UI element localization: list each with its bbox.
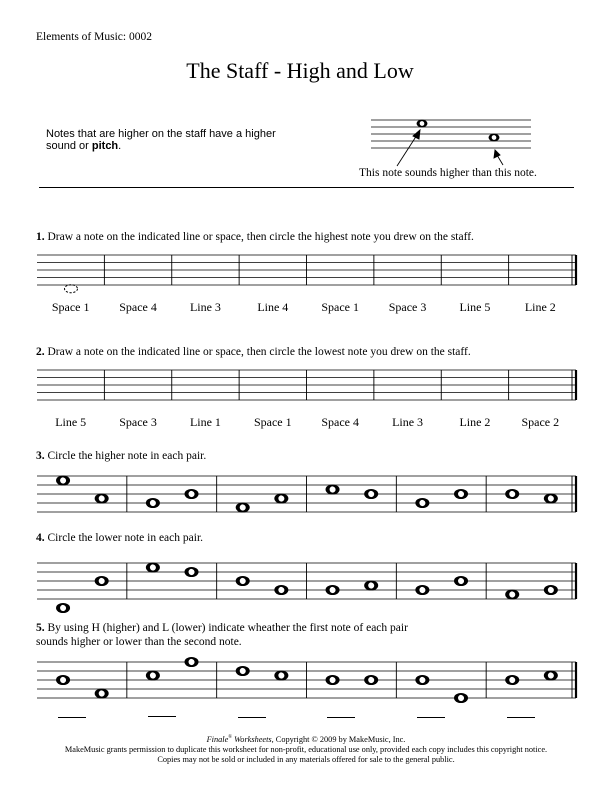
note-second bbox=[184, 657, 198, 667]
staff-position-label: Space 3 bbox=[388, 300, 427, 314]
note-first bbox=[236, 666, 250, 676]
question-number: 1. bbox=[36, 231, 45, 243]
answer-blank[interactable] bbox=[327, 717, 355, 718]
footer-brand: Finale bbox=[206, 734, 229, 744]
staff-position-label: Space 4 bbox=[119, 300, 157, 314]
staff-position-label: Line 2 bbox=[524, 300, 556, 314]
note-first bbox=[505, 675, 519, 685]
intro-text-end: . bbox=[118, 140, 122, 152]
question-text: Draw a note on the indicated line or space, then circle the highest note you drew on the staff. bbox=[44, 231, 474, 243]
example-caption: This note sounds higher than this note. bbox=[359, 167, 537, 179]
footer-permission: MakeMusic grants permission to duplicate this worksheet for non-profit, educational use only, provided each copy includes this copyright notice. bbox=[64, 744, 548, 754]
footer-reg: ® bbox=[228, 735, 233, 740]
note-first bbox=[415, 675, 429, 685]
staff-position-label: Space 1 bbox=[51, 300, 90, 314]
question-number: 4. bbox=[36, 532, 45, 544]
answer-blank[interactable] bbox=[238, 717, 266, 718]
staff-position-label: Space 3 bbox=[119, 415, 157, 429]
note-second bbox=[95, 688, 109, 698]
question-text: Circle the higher note in each pair. bbox=[44, 450, 207, 462]
note-first bbox=[146, 670, 160, 680]
question-number: 2. bbox=[36, 346, 45, 358]
staff-position-label: Line 2 bbox=[459, 415, 491, 429]
note-second bbox=[454, 693, 468, 703]
staff-position-label: Line 4 bbox=[257, 300, 289, 314]
page-title: The Staff - High and Low bbox=[186, 58, 414, 83]
answer-blank[interactable] bbox=[507, 717, 535, 718]
staff-position-label: Line 1 bbox=[189, 415, 221, 429]
staff-position-label: Line 3 bbox=[189, 300, 221, 314]
footer-copyright: , Copyright © 2009 by MakeMusic, Inc. bbox=[271, 734, 406, 744]
note-second bbox=[274, 670, 288, 680]
note-second bbox=[544, 670, 558, 680]
header-label: Elements of Music: 0002 bbox=[36, 31, 152, 43]
question-text: Draw a note on the indicated line or space, then circle the lowest note you drew on the staff. bbox=[44, 346, 471, 358]
intro-text-start: Notes that are higher on the staff have a higher sound or bbox=[46, 128, 276, 152]
note-second bbox=[364, 675, 378, 685]
footer-brand-rest: Worksheets bbox=[232, 734, 272, 744]
question-text: Circle the lower note in each pair. bbox=[44, 532, 204, 544]
staff-position-label: Space 4 bbox=[321, 415, 360, 429]
footer-restriction: Copies may not be sold or included in any materials offered for sale to the general public. bbox=[157, 754, 455, 764]
staff-position-label: Space 2 bbox=[521, 415, 560, 429]
copyright-footer bbox=[0, 733, 612, 765]
question-number: 3. bbox=[36, 450, 45, 462]
pitch-term: pitch bbox=[91, 140, 119, 152]
note-first bbox=[326, 675, 340, 685]
staff-position-label: Line 3 bbox=[392, 415, 424, 429]
note-first bbox=[56, 675, 70, 685]
answer-blank[interactable] bbox=[148, 716, 176, 717]
question-text-line2: sounds higher or lower than the second note. bbox=[36, 636, 242, 648]
question-text: By using H (higher) and L (lower) indicate wheather the first note of each pair bbox=[44, 622, 408, 634]
answer-blank[interactable] bbox=[58, 717, 86, 718]
question-number: 5. bbox=[36, 622, 45, 634]
staff-position-label: Space 1 bbox=[253, 415, 292, 429]
staff-position-label: Line 5 bbox=[55, 415, 87, 429]
staff-position-label: Space 1 bbox=[321, 300, 360, 314]
staff-position-label: Line 5 bbox=[459, 300, 491, 314]
answer-blank[interactable] bbox=[417, 717, 445, 718]
